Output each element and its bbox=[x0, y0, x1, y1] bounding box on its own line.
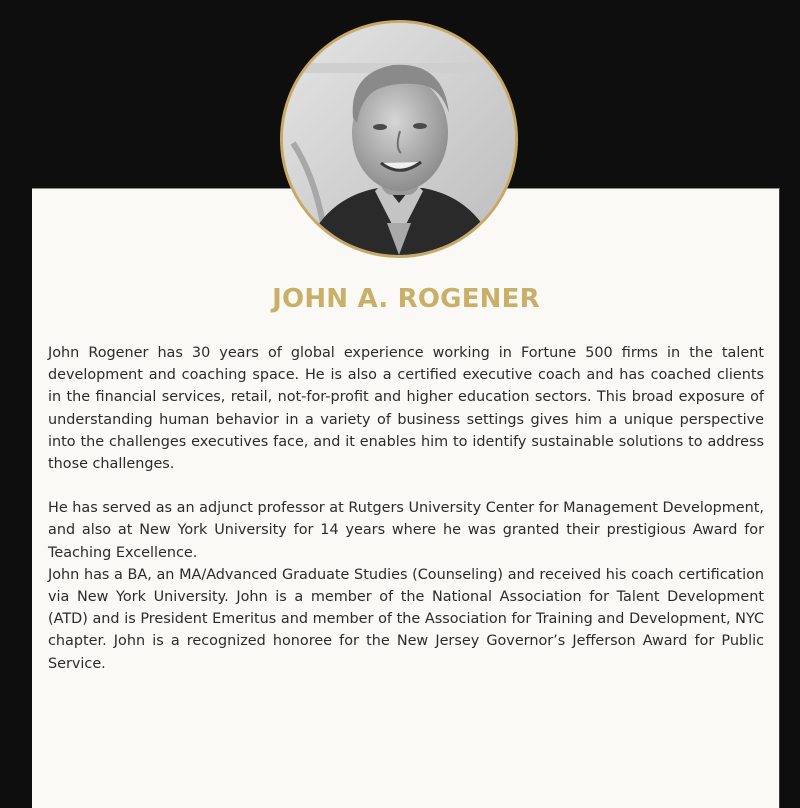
bio-paragraph: John Rogener has 30 years of global experience working in Fortune 500 firms in the talent development and coaching space. He is also a certified executive coach and has coached clients in the financial services, retail, not-for-profit and higher education sectors. This broad exposure of understanding human behavior in a variety of business settings gives him a unique perspective into the challenges executives face, and it enables him to identify sustainable solutions to address those challenges. bbox=[48, 345, 764, 473]
bio-paragraph: John has a BA, an MA/Advanced Graduate Studies (Counseling) and received his coach certification via New York University. John is a member of the National Association for Talent Development (ATD) and is President Emeritus and member of the Association for Training and Development, NYC chapter. John is a recognized honoree for the New Jersey Governor’s Jefferson Award for Public Service. bbox=[48, 566, 764, 672]
portrait-photo bbox=[280, 20, 518, 258]
bio-paragraph: He has served as an adjunct professor at Rutgers University Center for Management Development, and also at New York University for 14 years where he was granted their prestigious Award for Teaching Excellence. bbox=[48, 500, 764, 561]
portrait-illustration bbox=[283, 23, 515, 255]
person-name: JOHN A. ROGENER bbox=[272, 284, 540, 314]
bio-text bbox=[48, 342, 764, 675]
